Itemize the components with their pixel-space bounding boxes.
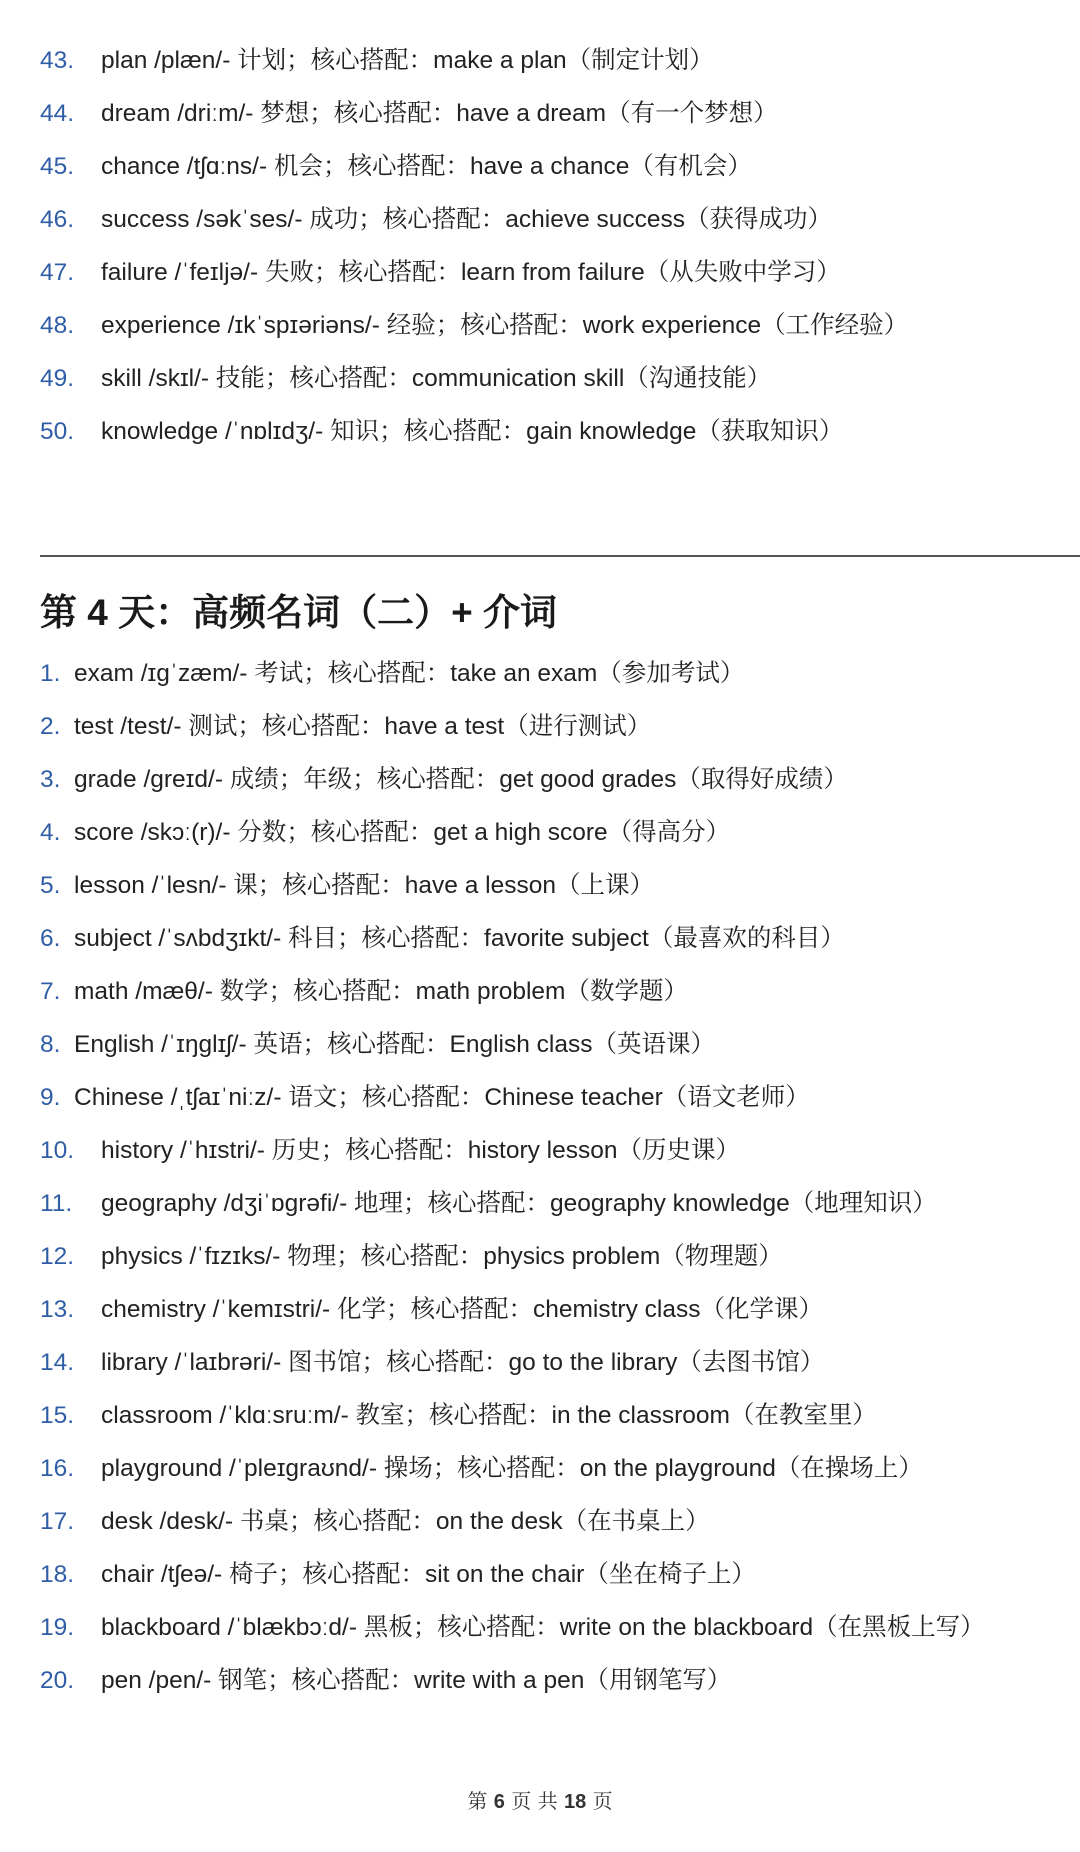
entry-text: desk /desk/- 书桌；核心搭配：on the desk（在书桌上） bbox=[101, 1508, 710, 1535]
entry-text: plan /plæn/- 计划；核心搭配：make a plan（制定计划） bbox=[101, 47, 714, 74]
entry-number: 45. bbox=[40, 153, 75, 180]
entry-text: physics /ˈfɪzɪks/- 物理；核心搭配：physics problem（物理题） bbox=[101, 1243, 783, 1270]
vocab-entry bbox=[0, 1177, 1080, 1230]
vocab-entry bbox=[0, 1654, 1080, 1707]
vocab-entry bbox=[0, 1389, 1080, 1442]
vocab-entry bbox=[0, 34, 1080, 87]
vocab-entry bbox=[0, 1283, 1080, 1336]
vocab-entry bbox=[0, 1230, 1080, 1283]
vocab-entry bbox=[0, 352, 1080, 405]
entry-text: playground /ˈpleɪɡraʊnd/- 操场；核心搭配：on the playground（在操场上） bbox=[101, 1455, 923, 1482]
entry-text: library /ˈlaɪbrəri/- 图书馆；核心搭配：go to the library（去图书馆） bbox=[101, 1349, 825, 1376]
vocab-entry bbox=[0, 87, 1080, 140]
entry-number: 47. bbox=[40, 259, 75, 286]
footer-middle: 页 共 bbox=[511, 1789, 558, 1813]
entry-number: 49. bbox=[40, 365, 75, 392]
entry-number: 50. bbox=[40, 418, 75, 445]
entry-text: exam /ɪɡˈzæm/- 考试；核心搭配：take an exam（参加考试） bbox=[74, 660, 745, 687]
vocab-entry bbox=[0, 965, 1080, 1018]
entry-text: score /skɔː(r)/- 分数；核心搭配：get a high score（得高分） bbox=[74, 819, 731, 846]
entry-number: 46. bbox=[40, 206, 75, 233]
entry-number: 6. bbox=[40, 925, 61, 952]
entry-text: lesson /ˈlesn/- 课；核心搭配：have a lesson（上课） bbox=[74, 872, 654, 899]
entry-number: 44. bbox=[40, 100, 75, 127]
vocab-entry bbox=[0, 1442, 1080, 1495]
vocab-entry bbox=[0, 806, 1080, 859]
entry-text: blackboard /ˈblækbɔːd/- 黑板；核心搭配：write on the blackboard（在黑板上写） bbox=[101, 1614, 985, 1641]
entry-number: 18. bbox=[40, 1561, 75, 1588]
entry-text: subject /ˈsʌbdʒɪkt/- 科目；核心搭配：favorite subject（最喜欢的科目） bbox=[74, 925, 845, 952]
entry-number: 43. bbox=[40, 47, 75, 74]
vocab-entry bbox=[0, 1548, 1080, 1601]
entry-number: 13. bbox=[40, 1296, 75, 1323]
entry-text: geography /dʒiˈɒɡrəfi/- 地理；核心搭配：geography knowledge（地理知识） bbox=[101, 1190, 937, 1217]
entry-text: chance /tʃɑːns/- 机会；核心搭配：have a chance（有机会） bbox=[101, 153, 752, 180]
entry-number: 16. bbox=[40, 1455, 75, 1482]
entry-number: 12. bbox=[40, 1243, 75, 1270]
vocab-entry bbox=[0, 299, 1080, 352]
entry-number: 48. bbox=[40, 312, 75, 339]
footer-prefix: 第 bbox=[467, 1789, 488, 1813]
entry-number: 10. bbox=[40, 1137, 75, 1164]
entry-text: knowledge /ˈnɒlɪdʒ/- 知识；核心搭配：gain knowledge（获取知识） bbox=[101, 418, 844, 445]
vocab-entry bbox=[0, 405, 1080, 458]
vocab-entry bbox=[0, 647, 1080, 700]
entry-number: 3. bbox=[40, 766, 61, 793]
vocab-entry bbox=[0, 1601, 1080, 1654]
entry-text: experience /ɪkˈspɪəriəns/- 经验；核心搭配：work experience（工作经验） bbox=[101, 312, 909, 339]
entry-text: classroom /ˈklɑːsruːm/- 教室；核心搭配：in the classroom（在教室里） bbox=[101, 1402, 877, 1429]
current-page-number: 6 bbox=[493, 1791, 505, 1813]
entry-number: 7. bbox=[40, 978, 61, 1005]
entry-text: English /ˈɪŋɡlɪʃ/- 英语；核心搭配：English class（英语课） bbox=[74, 1031, 715, 1058]
vocab-entry bbox=[0, 753, 1080, 806]
entry-number: 2. bbox=[40, 713, 61, 740]
total-pages-number: 18 bbox=[563, 1791, 587, 1813]
entry-number: 15. bbox=[40, 1402, 75, 1429]
previous-vocabulary-list bbox=[0, 34, 1080, 458]
entry-number: 17. bbox=[40, 1508, 75, 1535]
vocab-entry bbox=[0, 193, 1080, 246]
entry-text: failure /ˈfeɪljə/- 失败；核心搭配：learn from failure（从失败中学习） bbox=[101, 259, 841, 286]
vocab-entry bbox=[0, 912, 1080, 965]
entry-text: chair /tʃeə/- 椅子；核心搭配：sit on the chair（坐在椅子上） bbox=[101, 1561, 756, 1588]
day4-vocabulary-list bbox=[0, 647, 1080, 1707]
section-divider bbox=[40, 555, 1080, 557]
entry-number: 9. bbox=[40, 1084, 61, 1111]
vocab-entry bbox=[0, 1071, 1080, 1124]
vocab-entry bbox=[0, 140, 1080, 193]
entry-text: skill /skɪl/- 技能；核心搭配：communication skill（沟通技能） bbox=[101, 365, 772, 392]
entry-text: success /səkˈses/- 成功；核心搭配：achieve success（获得成功） bbox=[101, 206, 833, 233]
entry-number: 19. bbox=[40, 1614, 75, 1641]
entry-text: math /mæθ/- 数学；核心搭配：math problem（数学题） bbox=[74, 978, 688, 1005]
page-footer bbox=[0, 1785, 1080, 1814]
vocab-entry bbox=[0, 1018, 1080, 1071]
vocab-entry bbox=[0, 700, 1080, 753]
entry-number: 8. bbox=[40, 1031, 61, 1058]
entry-text: pen /pen/- 钢笔；核心搭配：write with a pen（用钢笔写） bbox=[101, 1667, 732, 1694]
entry-text: chemistry /ˈkemɪstri/- 化学；核心搭配：chemistry class（化学课） bbox=[101, 1296, 823, 1323]
entry-text: Chinese /ˌtʃaɪˈniːz/- 语文；核心搭配：Chinese teacher（语文老师） bbox=[74, 1084, 810, 1111]
entry-number: 20. bbox=[40, 1667, 75, 1694]
vocab-entry bbox=[0, 246, 1080, 299]
vocab-entry bbox=[0, 859, 1080, 912]
vocab-entry bbox=[0, 1336, 1080, 1389]
entry-number: 14. bbox=[40, 1349, 75, 1376]
footer-suffix: 页 bbox=[592, 1789, 613, 1813]
section-title: 第 4 天：高频名词（二）+ 介词 bbox=[40, 592, 558, 633]
entry-text: grade /ɡreɪd/- 成绩；年级；核心搭配：get good grades（取得好成绩） bbox=[74, 766, 848, 793]
entry-number: 5. bbox=[40, 872, 61, 899]
entry-number: 11. bbox=[40, 1190, 73, 1217]
vocab-entry bbox=[0, 1495, 1080, 1548]
entry-text: test /test/- 测试；核心搭配：have a test（进行测试） bbox=[74, 713, 652, 740]
vocab-entry bbox=[0, 1124, 1080, 1177]
entry-number: 4. bbox=[40, 819, 61, 846]
entry-text: history /ˈhɪstri/- 历史；核心搭配：history lesson（历史课） bbox=[101, 1137, 740, 1164]
entry-number: 1. bbox=[40, 660, 61, 687]
entry-text: dream /driːm/- 梦想；核心搭配：have a dream（有一个梦想） bbox=[101, 100, 778, 127]
